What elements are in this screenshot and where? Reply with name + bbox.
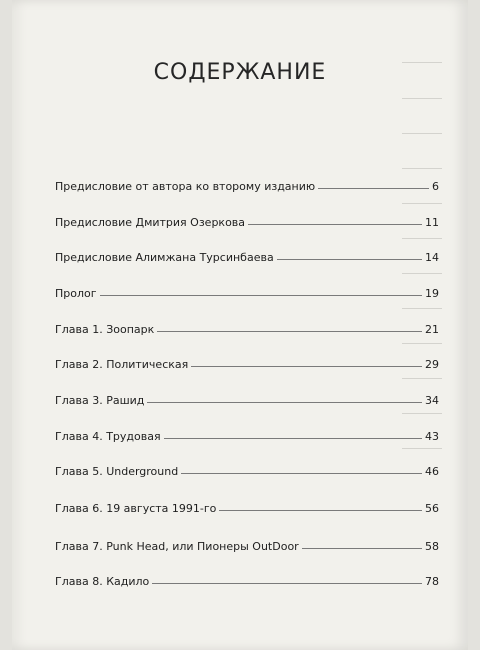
toc-entry-page: 34 — [425, 394, 439, 407]
show-through-line — [402, 203, 442, 204]
show-through-line — [402, 168, 442, 169]
toc-leader-line — [181, 473, 422, 474]
toc-leader-line — [219, 510, 422, 511]
toc-entry-page: 78 — [425, 575, 439, 588]
toc-entry — [55, 502, 439, 515]
toc-entry-title: Глава 2. Политическая — [55, 358, 189, 371]
toc-entry-page: 21 — [425, 323, 439, 336]
show-through-line — [402, 98, 442, 99]
toc-entry-page: 6 — [432, 180, 439, 193]
toc-entry-page: 43 — [425, 430, 439, 443]
toc-leader-line — [152, 583, 422, 584]
table-of-contents-page — [12, 0, 468, 650]
toc-entry — [55, 575, 439, 588]
toc-entry — [55, 540, 439, 553]
toc-entry-page: 58 — [425, 540, 439, 553]
toc-entry — [55, 430, 439, 443]
toc-leader-line — [147, 402, 422, 403]
toc-entry-page: 29 — [425, 358, 439, 371]
toc-leader-line — [191, 366, 422, 367]
toc-entry-title: Глава 3. Рашид — [55, 394, 145, 407]
show-through-line — [402, 448, 442, 449]
toc-entry-title: Предисловие Алимжана Турсинбаева — [55, 251, 274, 264]
toc-entry-page: 56 — [425, 502, 439, 515]
toc-entry-page: 14 — [425, 251, 439, 264]
toc-entry — [55, 323, 439, 336]
toc-entry-page: 19 — [425, 287, 439, 300]
toc-entry-page: 46 — [425, 465, 439, 478]
toc-entry-page: 11 — [425, 216, 439, 229]
toc-leader-line — [164, 438, 422, 439]
show-through-line — [402, 378, 442, 379]
toc-leader-line — [248, 224, 422, 225]
page-title: СОДЕРЖАНИЕ — [153, 60, 327, 85]
toc-entry-title: Глава 4. Трудовая — [55, 430, 161, 443]
toc-entry — [55, 287, 439, 300]
toc-entry-title: Глава 5. Underground — [55, 465, 179, 478]
toc-leader-line — [100, 295, 422, 296]
toc-leader-line — [318, 188, 429, 189]
toc-entry — [55, 465, 439, 478]
toc-entry — [55, 251, 439, 264]
toc-entry — [55, 216, 439, 229]
toc-leader-line — [157, 331, 422, 332]
show-through-line — [402, 238, 442, 239]
toc-entry — [55, 394, 439, 407]
show-through-line — [402, 133, 442, 134]
toc-entry-title: Предисловие от автора ко второму изданию — [55, 180, 316, 193]
toc-entry-title: Глава 1. Зоопарк — [55, 323, 155, 336]
show-through-line — [402, 413, 442, 414]
toc-leader-line — [277, 259, 422, 260]
toc-entry — [55, 180, 439, 193]
toc-entry-title: Глава 8. Кадило — [55, 575, 150, 588]
toc-leader-line — [302, 548, 422, 549]
show-through-line — [402, 343, 442, 344]
toc-entry-title: Предисловие Дмитрия Озеркова — [55, 216, 246, 229]
toc-entry-title: Глава 7. Punk Head, или Пионеры OutDoor — [55, 540, 299, 553]
toc-entry — [55, 358, 439, 371]
toc-entry-title: Глава 6. 19 августа 1991-го — [55, 502, 217, 515]
show-through-line — [402, 308, 442, 309]
show-through-line — [402, 273, 442, 274]
toc-entry-title: Пролог — [55, 287, 97, 300]
